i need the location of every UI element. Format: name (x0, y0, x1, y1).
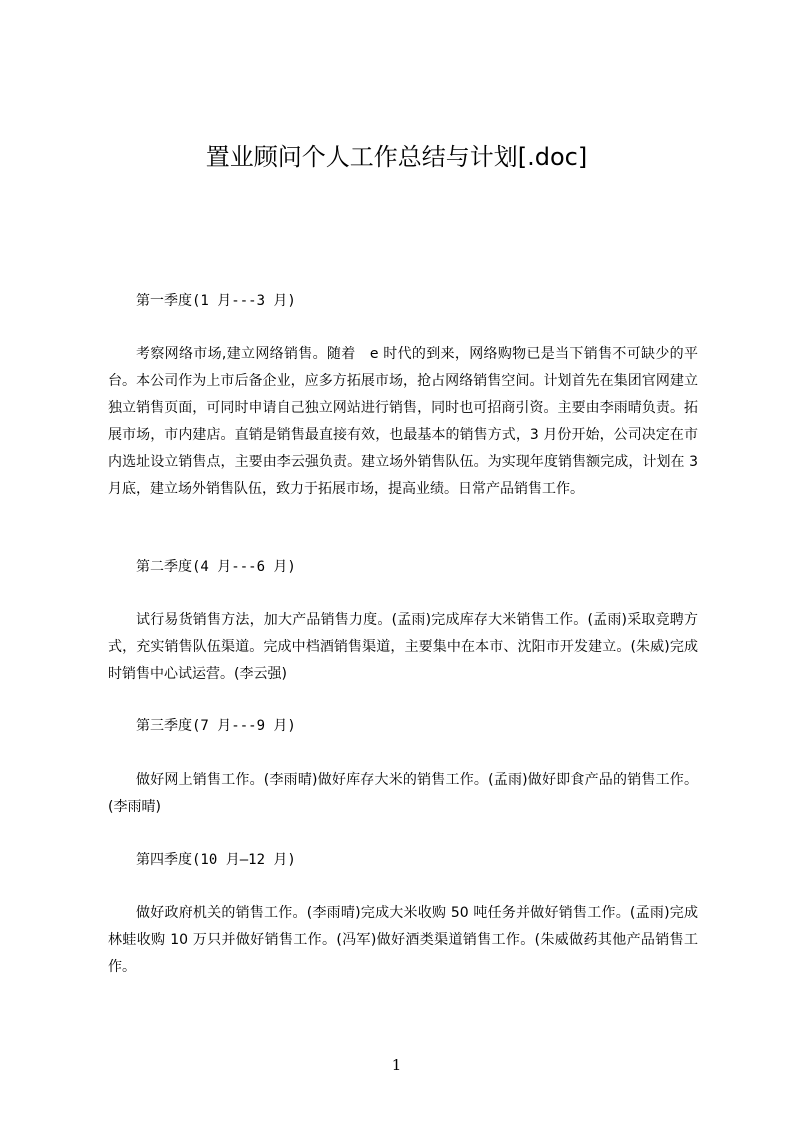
page-number: 1 (391, 1056, 402, 1074)
document-title: 置业顾问个人工作总结与计划[.doc] (205, 143, 588, 171)
section-body-q2: 试行易货销售方法，加大产品销售力度。(孟雨)完成库存大米销售工作。(孟雨)采取竞聘方式，充实销售队伍渠道。完成中档酒销售渠道，主要集中在本市、沈阳市开发建立。(朱威)完成时销售中心试运营。(李云强) (108, 612, 698, 682)
section-body-q1: 考察网络市场,建立网络销售。随着 e 时代的到来，网络购物已是当下销售不可缺少的平台。本公司作为上市后备企业，应多方拓展市场，抢占网络销售空间。计划首先在集团官网建立独立销售页面，可同时申请自己独立网站进行销售，同时也可招商引资。主要由李雨晴负责。拓展市场，市内建店。直销是销售最直接有效，也最基本的销售方式，3 月份开始，公司决定在市内选址设立销售点，主要由李云强负责。建立场外销售队伍。为实现年度销售额完成，计划在 3 月底，建立场外销售队伍，致力于拓展市场，提高业绩。日常产品销售工作。 (108, 346, 698, 497)
section-heading-q4: 第四季度(10 月—12 月) (136, 852, 296, 868)
section-body-q3: 做好网上销售工作。(李雨晴)做好库存大米的销售工作。(孟雨)做好即食产品的销售工作。(李雨晴) (108, 772, 698, 815)
section-heading-q1: 第一季度(1 月---3 月) (136, 293, 296, 309)
section-heading-q2: 第二季度(4 月---6 月) (136, 559, 296, 575)
section-body-q4: 做好政府机关的销售工作。(李雨晴)完成大米收购 50 吨任务并做好销售工作。(孟雨)完成林蛙收购 10 万只并做好销售工作。(冯军)做好酒类渠道销售工作。(朱威做药其他产品销售工作。 (108, 905, 698, 975)
section-heading-q3: 第三季度(7 月---9 月) (136, 718, 296, 734)
